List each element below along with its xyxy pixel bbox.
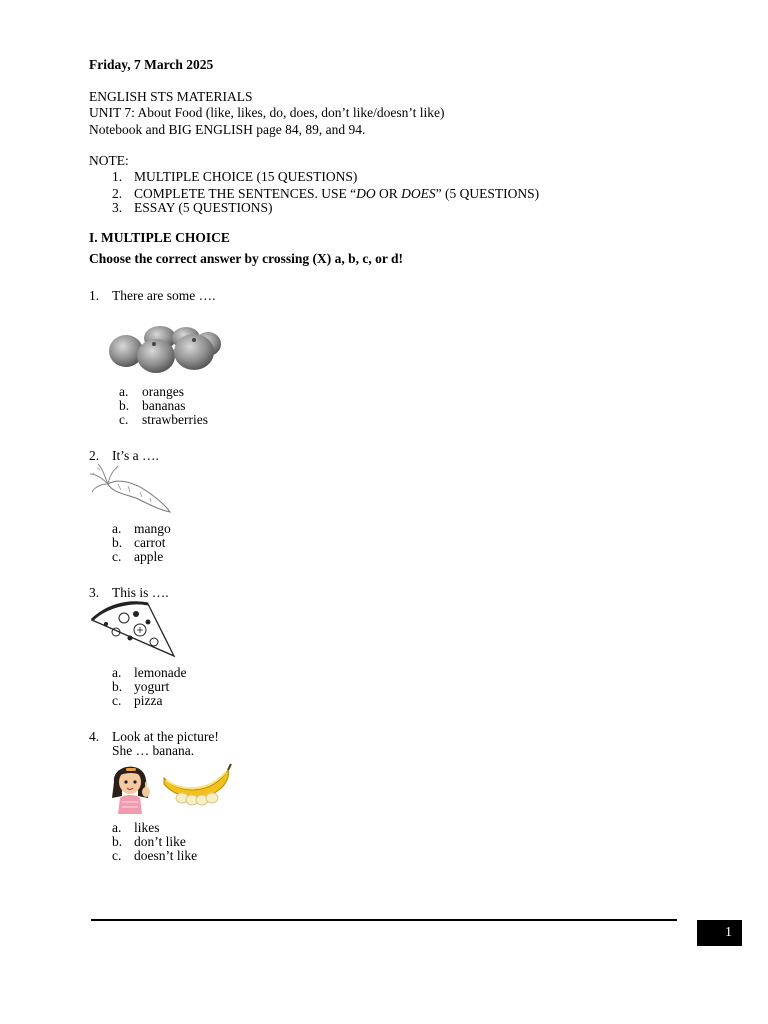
question-number: 2.: [89, 448, 100, 463]
carrot-image: [88, 462, 172, 516]
option-text[interactable]: don’t like: [134, 834, 186, 849]
do-word: DO: [356, 186, 376, 201]
document-title: ENGLISH STS MATERIALS: [89, 89, 253, 104]
note-item-number: 1.: [112, 169, 123, 184]
note-item-number: 3.: [112, 200, 123, 215]
option-text[interactable]: pizza: [134, 693, 163, 708]
option-letter: c.: [112, 848, 122, 863]
question-text: There are some ….: [112, 288, 216, 303]
unit-title: UNIT 7: About Food (like, likes, do, does, don’t like/doesn’t like): [89, 105, 445, 120]
question-number: 1.: [89, 288, 100, 303]
option-letter: b.: [119, 398, 130, 413]
option-letter: c.: [112, 549, 122, 564]
note-item-text-post: ” (5 QUESTIONS): [435, 186, 540, 201]
question-number: 3.: [89, 585, 100, 600]
option-text[interactable]: lemonade: [134, 665, 187, 680]
note-item-text: MULTIPLE CHOICE (15 QUESTIONS): [134, 169, 358, 184]
note-item-text: ESSAY (5 QUESTIONS): [134, 200, 273, 215]
option-text[interactable]: bananas: [142, 398, 186, 413]
note-label: NOTE:: [89, 153, 129, 168]
option-text[interactable]: carrot: [134, 535, 166, 550]
option-letter: c.: [112, 693, 122, 708]
note-item-text-pre: COMPLETE THE SENTENCES. USE “: [134, 186, 357, 201]
question-text: This is ….: [112, 585, 169, 600]
question-text-2: She … banana.: [112, 743, 195, 758]
option-letter: a.: [112, 665, 122, 680]
question-text: Look at the picture!: [112, 729, 219, 744]
option-letter: a.: [112, 820, 122, 835]
oranges-image: [108, 322, 224, 374]
section-title: I. MULTIPLE CHOICE: [89, 230, 230, 245]
option-letter: a.: [119, 384, 129, 399]
note-item-text: [134, 186, 539, 201]
or-word: OR: [375, 186, 402, 201]
option-letter: b.: [112, 834, 123, 849]
note-item-number: 2.: [112, 186, 123, 201]
option-text[interactable]: oranges: [142, 384, 184, 399]
book-reference: Notebook and BIG ENGLISH page 84, 89, and 94.: [89, 122, 366, 137]
question-number: 4.: [89, 729, 100, 744]
option-letter: a.: [112, 521, 122, 536]
page-number: 1: [697, 920, 742, 946]
option-letter: b.: [112, 535, 123, 550]
girl-banana-image: [108, 758, 234, 814]
document-date: Friday, 7 March 2025: [89, 57, 214, 72]
footer-divider: [91, 919, 677, 921]
option-text[interactable]: apple: [134, 549, 164, 564]
option-letter: c.: [119, 412, 129, 427]
question-text: It’s a ….: [112, 448, 159, 463]
option-letter: b.: [112, 679, 123, 694]
does-word: DOES: [401, 186, 436, 201]
option-text[interactable]: mango: [134, 521, 171, 536]
option-text[interactable]: yogurt: [134, 679, 170, 694]
section-instruction: Choose the correct answer by crossing (X) a, b, c, or d!: [89, 251, 403, 266]
option-text[interactable]: likes: [134, 820, 160, 835]
option-text[interactable]: doesn’t like: [134, 848, 198, 863]
option-text[interactable]: strawberries: [142, 412, 208, 427]
pizza-image: [88, 598, 182, 660]
